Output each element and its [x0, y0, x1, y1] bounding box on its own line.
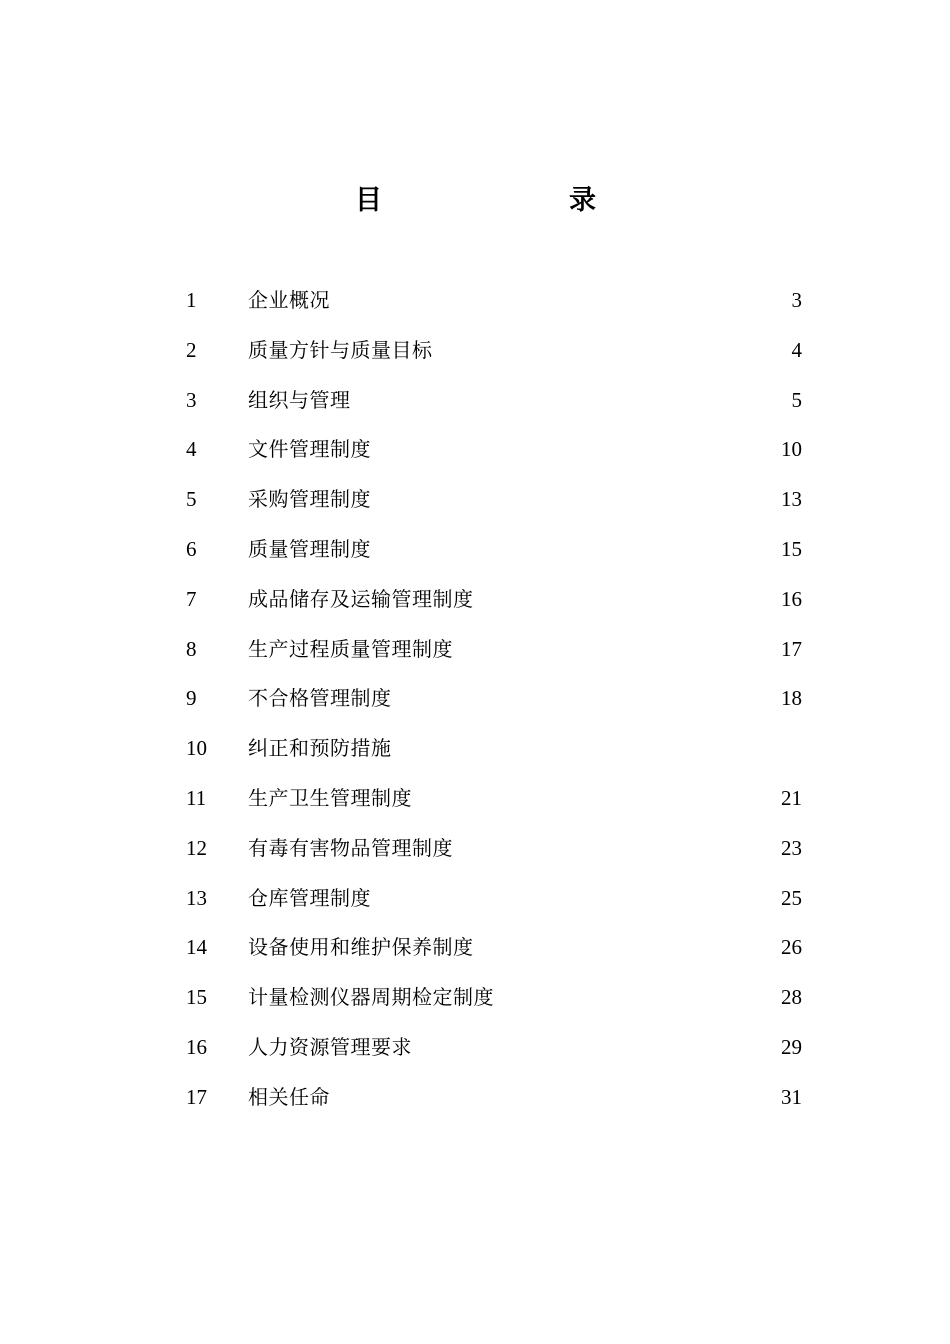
toc-entry[interactable] — [0, 429, 950, 479]
toc-entry-title: 生产过程质量管理制度 — [248, 636, 453, 661]
toc-entry[interactable] — [0, 828, 950, 878]
toc-entry[interactable] — [0, 977, 950, 1027]
toc-entry-number: 13 — [186, 885, 207, 910]
toc-entry[interactable] — [0, 579, 950, 629]
toc-entry-number: 7 — [186, 586, 197, 611]
toc-entry-number: 6 — [186, 536, 197, 561]
toc-entry-title: 人力资源管理要求 — [248, 1034, 412, 1059]
toc-heading — [0, 183, 950, 223]
toc-entry-number: 5 — [186, 487, 197, 512]
toc-entry-page: 15 — [781, 536, 802, 561]
toc-heading-char-1: 目 — [355, 185, 382, 216]
toc-entry[interactable] — [0, 529, 950, 579]
toc-entry-number: 15 — [186, 985, 207, 1010]
toc-entry[interactable] — [0, 629, 950, 679]
toc-entry-title: 企业概况 — [248, 288, 330, 312]
toc-entry-title: 不合格管理制度 — [248, 686, 392, 711]
toc-entry-page: 28 — [781, 985, 802, 1010]
toc-entry-number: 11 — [186, 785, 207, 810]
toc-entry-title: 相关任命 — [248, 1084, 330, 1109]
toc-entry[interactable] — [0, 380, 950, 430]
toc-entry[interactable] — [0, 728, 950, 778]
toc-entry-page: 18 — [781, 686, 802, 711]
toc-entry-page: 5 — [791, 387, 802, 412]
toc-entry-title: 组织与管理 — [248, 387, 351, 412]
toc-entry-page: 25 — [781, 885, 802, 910]
toc-entry-number: 8 — [186, 636, 197, 661]
toc-entry[interactable] — [0, 280, 950, 330]
toc-entry-title: 计量检测仪器周期检定制度 — [248, 985, 494, 1010]
toc-entry-number: 12 — [186, 835, 207, 860]
toc-entry-title: 质量方针与质量目标 — [248, 337, 433, 362]
toc-entry-title: 生产卫生管理制度 — [248, 785, 412, 810]
toc-entry-title: 质量管理制度 — [248, 536, 371, 561]
toc-entry-number: 16 — [186, 1034, 207, 1059]
toc-entry-title: 设备使用和维护保养制度 — [248, 935, 474, 960]
toc-entry-page: 4 — [791, 337, 802, 362]
toc-entry-page: 23 — [781, 835, 802, 860]
toc-entry-number: 1 — [186, 288, 197, 312]
toc-entry-title: 有毒有害物品管理制度 — [248, 835, 453, 860]
toc-entry[interactable] — [0, 1027, 950, 1077]
toc-entry-title: 纠正和预防措施 — [248, 736, 392, 761]
toc-entry-page: 26 — [781, 935, 802, 960]
toc-entry-page: 16 — [781, 586, 802, 611]
toc-entry[interactable] — [0, 479, 950, 529]
toc-entry-page: 3 — [791, 288, 802, 312]
toc-entry-title: 成品储存及运输管理制度 — [248, 586, 474, 611]
toc-entry[interactable] — [0, 330, 950, 380]
toc-entry-title: 文件管理制度 — [248, 437, 371, 462]
toc-entry-title: 采购管理制度 — [248, 487, 371, 512]
toc-entry-page: 29 — [781, 1034, 802, 1059]
toc-entry-page: 10 — [781, 437, 802, 462]
toc-entry[interactable] — [0, 778, 950, 828]
toc-entry-number: 17 — [186, 1084, 207, 1109]
toc-entry-page: 13 — [781, 487, 802, 512]
toc-entry-page: 17 — [781, 636, 802, 661]
toc-entry-number: 2 — [186, 337, 197, 362]
toc-entry-number: 3 — [186, 387, 197, 412]
toc-entry[interactable] — [0, 1077, 950, 1127]
toc-entry[interactable] — [0, 927, 950, 977]
toc-entry[interactable] — [0, 878, 950, 928]
toc-entry-title: 仓库管理制度 — [248, 885, 371, 910]
toc-entry-number: 10 — [186, 736, 207, 761]
toc-entry[interactable] — [0, 678, 950, 728]
toc-entry-number: 9 — [186, 686, 197, 711]
toc-entry-page: 21 — [781, 785, 802, 810]
toc-entry-number: 4 — [186, 437, 197, 462]
toc-heading-char-2: 录 — [569, 185, 596, 216]
toc-entry-number: 14 — [186, 935, 207, 960]
table-of-contents — [0, 280, 950, 1127]
toc-entry-page: 31 — [781, 1084, 802, 1109]
